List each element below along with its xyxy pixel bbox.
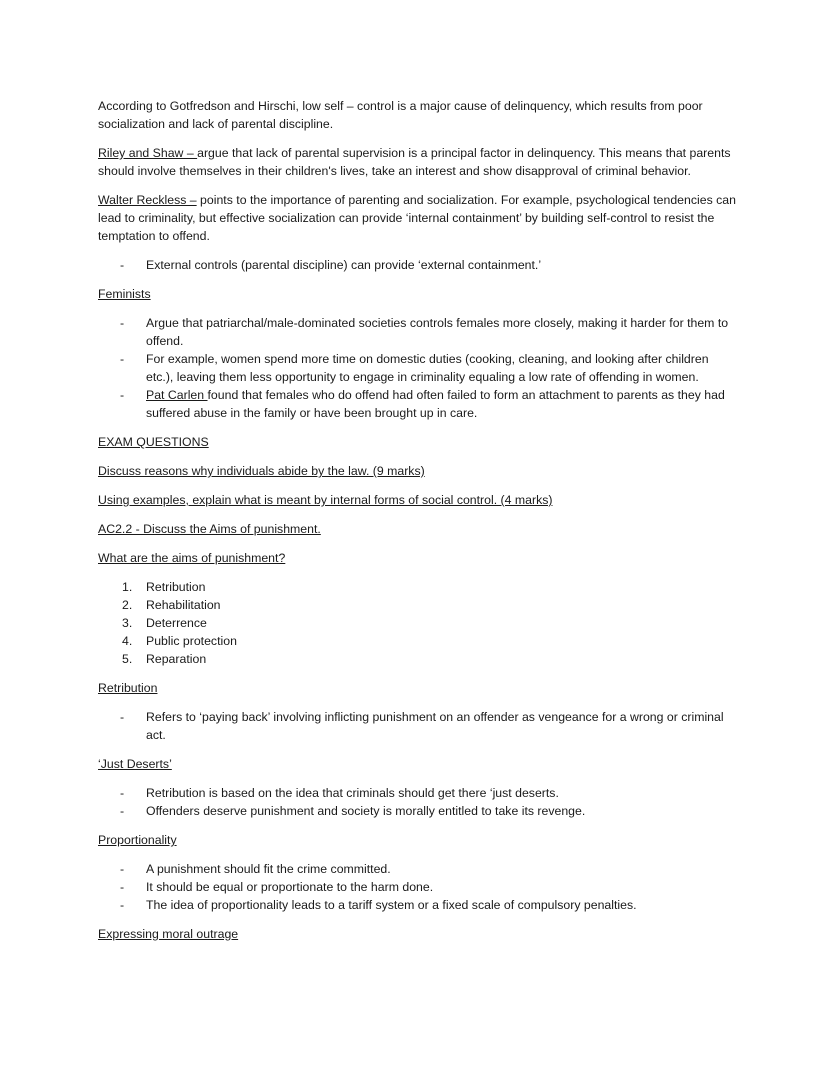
list-item: - Offenders deserve punishment and society is morally entitled to take its revenge. [120, 804, 586, 818]
bullet-dash: - [120, 710, 125, 724]
retribution-list [98, 708, 738, 744]
exam-questions-heading: EXAM QUESTIONS [98, 435, 209, 449]
list-item: 4. Public protection [122, 634, 237, 648]
list-item: - Pat Carlen found that females who do offend had often failed to form an attachment to parents as they had suffered abuse in the family or have been brought up in care. [120, 388, 725, 420]
just-deserts-list [98, 784, 738, 820]
aims-list [98, 578, 738, 668]
feminists-list [98, 314, 738, 422]
list-item: - Argue that patriarchal/male-dominated societies controls females more closely, making it harder for them to offend. [120, 316, 729, 348]
proportionality-heading: Proportionality [98, 833, 177, 847]
retribution-heading: Retribution [98, 681, 158, 695]
list-item: - Retribution is based on the idea that criminals should get there ‘just deserts. [120, 786, 559, 800]
exam-question-1: Discuss reasons why individuals abide by the law. (9 marks) [98, 464, 425, 478]
gotfredson-paragraph: According to Gotfredson and Hirschi, low self – control is a major cause of delinquency, which results from poor socialization and lack of parental discipline. [98, 99, 703, 131]
list-item: - A punishment should fit the crime committed. [120, 862, 391, 876]
list-item: - It should be equal or proportionate to the harm done. [120, 880, 434, 894]
bullet-dash: - [120, 804, 125, 818]
list-item: - The idea of proportionality leads to a tariff system or a fixed scale of compulsory penalties. [120, 898, 637, 912]
external-controls-list [98, 256, 738, 274]
just-deserts-heading: ‘Just Deserts’ [98, 757, 172, 771]
bullet-dash: - [120, 898, 125, 912]
reckless-text: points to the importance of parenting and socialization. For example, psychological tendencies can lead to criminality, but effective socialization can provide ‘internal containment’ by building self-control to resist the temptation to offend. [98, 193, 736, 243]
bullet-dash: - [120, 258, 125, 272]
bullet-dash: - [120, 352, 125, 366]
pat-carlen-name: Pat Carlen [146, 388, 208, 402]
riley-shaw-paragraph [98, 144, 738, 180]
aims-question: What are the aims of punishment? [98, 551, 286, 565]
list-item: 5. Reparation [122, 652, 207, 666]
moral-outrage-heading: Expressing moral outrage [98, 927, 239, 941]
list-item: 3. Deterrence [122, 616, 207, 630]
bullet-dash: - [120, 862, 125, 876]
exam-question-2: Using examples, explain what is meant by internal forms of social control. (4 marks) [98, 493, 553, 507]
riley-shaw-name: Riley and Shaw – [98, 146, 198, 160]
reckless-paragraph [98, 191, 738, 245]
ac-heading: AC2.2 - Discuss the Aims of punishment. [98, 522, 321, 536]
riley-shaw-text: argue that lack of parental supervision is a principal factor in delinquency. This means that parents should involve themselves in their children's lives, take an interest and show disapproval of criminal behavior. [98, 146, 731, 178]
document-body [98, 97, 738, 954]
bullet-dash: - [120, 388, 125, 402]
list-item: 1. Retribution [122, 580, 206, 594]
bullet-dash: - [120, 786, 125, 800]
proportionality-list [98, 860, 738, 914]
list-item: - For example, women spend more time on domestic duties (cooking, cleaning, and looking after children etc.), leaving them less opportunity to engage in criminality equaling a low rate of offending in women. [120, 352, 709, 384]
list-item: 2. Rehabilitation [122, 598, 221, 612]
feminists-heading: Feminists [98, 287, 151, 301]
list-item: - External controls (parental discipline) can provide ‘external containment.’ [120, 258, 542, 272]
bullet-dash: - [120, 880, 125, 894]
bullet-dash: - [120, 316, 125, 330]
reckless-name: Walter Reckless – [98, 193, 197, 207]
list-item: - Refers to ‘paying back’ involving inflicting punishment on an offender as vengeance for a wrong or criminal act. [120, 710, 724, 742]
